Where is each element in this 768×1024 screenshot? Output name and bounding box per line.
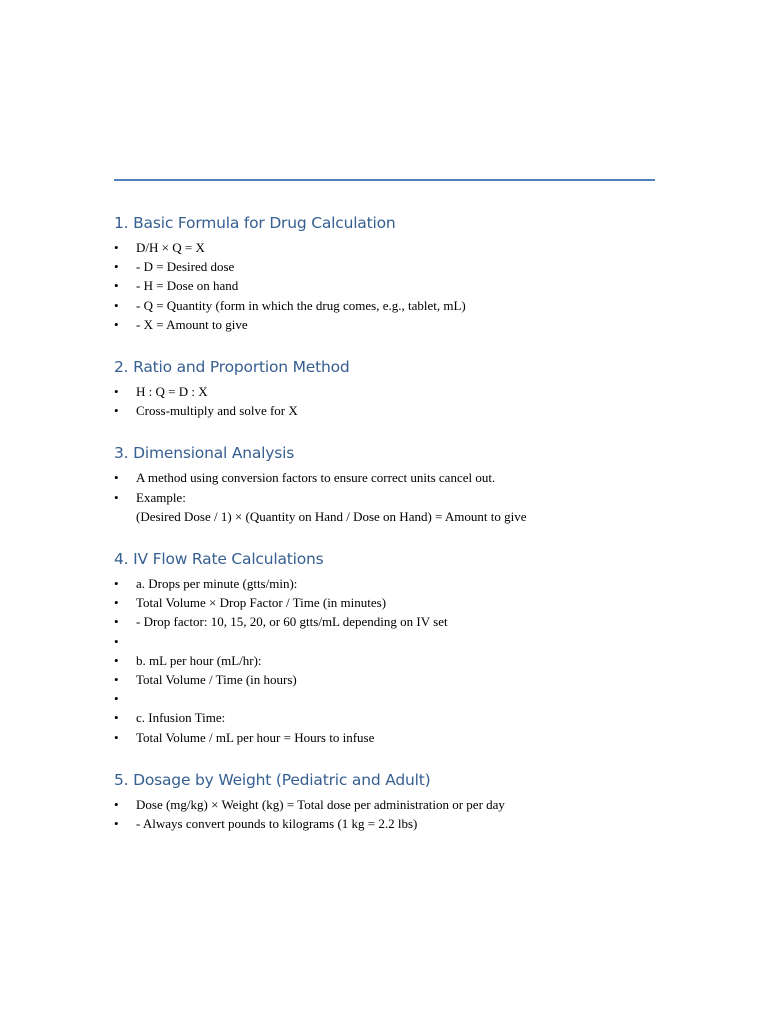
bullet-icon: •: [114, 672, 119, 688]
list-item-empty: [114, 632, 655, 651]
bullet-icon: •: [114, 384, 119, 400]
bullet-icon: •: [114, 470, 119, 486]
list-item: [114, 382, 655, 401]
bullet-icon: •: [114, 816, 119, 832]
bullet-list: [114, 382, 655, 420]
list-item-text: a. Drops per minute (gtts/min):: [136, 576, 298, 592]
header-rule: [114, 179, 655, 181]
bullet-icon: •: [114, 297, 119, 313]
list-item: [114, 612, 655, 631]
list-item-text: - D = Desired dose: [136, 259, 235, 275]
bullet-icon: •: [114, 710, 119, 726]
list-item-text: Total Volume / Time (in hours): [136, 672, 297, 688]
bullet-list: [114, 238, 655, 334]
list-item-text: - Always convert pounds to kilograms (1 kg = 2.2 lbs): [136, 816, 418, 832]
section-heading: 4. IV Flow Rate Calculations: [114, 550, 324, 569]
list-item-text: A method using conversion factors to ensure correct units cancel out.: [136, 470, 496, 486]
list-item: [114, 401, 655, 420]
list-item-text: Dose (mg/kg) × Weight (kg) = Total dose per administration or per day: [136, 796, 505, 812]
list-item: [114, 814, 655, 833]
bullet-list: [114, 574, 655, 747]
section-iv-flow-rate: [114, 548, 655, 747]
list-item: [114, 728, 655, 747]
list-item: [114, 468, 655, 487]
list-item-text-continuation: (Desired Dose / 1) × (Quantity on Hand / Dose on Hand) = Amount to give: [136, 508, 527, 524]
list-item-text: - Drop factor: 10, 15, 20, or 60 gtts/mL depending on IV set: [136, 614, 448, 630]
bullet-icon: •: [114, 595, 119, 611]
section-heading: 1. Basic Formula for Drug Calculation: [114, 214, 396, 232]
section-dimensional-analysis: [114, 442, 655, 526]
bullet-icon: •: [114, 576, 119, 592]
list-item-text: - X = Amount to give: [136, 316, 248, 332]
bullet-icon: •: [114, 633, 119, 649]
bullet-icon: •: [114, 316, 119, 332]
section-basic-formula: [114, 212, 655, 334]
list-item: [114, 574, 655, 593]
section-heading: 5. Dosage by Weight (Pediatric and Adult): [114, 770, 431, 789]
bullet-icon: •: [114, 489, 119, 505]
bullet-icon: •: [114, 403, 119, 419]
list-item-text: Total Volume / mL per hour = Hours to infuse: [136, 729, 375, 745]
list-item: [114, 670, 655, 689]
bullet-icon: •: [114, 652, 119, 668]
list-item: [114, 315, 655, 334]
list-item: [114, 238, 655, 257]
list-item: [114, 488, 655, 526]
list-item: [114, 276, 655, 295]
bullet-icon: •: [114, 729, 119, 745]
list-item: [114, 708, 655, 727]
list-item-text: - H = Dose on hand: [136, 278, 239, 294]
list-item: [114, 651, 655, 670]
section-dosage-by-weight: [114, 769, 655, 833]
list-item-text: Example:: [136, 489, 186, 505]
bullet-list: [114, 468, 655, 526]
section-heading: 2. Ratio and Proportion Method: [114, 358, 350, 377]
list-item-text: c. Infusion Time:: [136, 710, 226, 726]
list-item-text: Cross-multiply and solve for X: [136, 403, 298, 419]
document-body: [114, 212, 655, 855]
list-item-text: b. mL per hour (mL/hr):: [136, 652, 262, 668]
bullet-icon: •: [114, 796, 119, 812]
list-item-text: - Q = Quantity (form in which the drug comes, e.g., tablet, mL): [136, 297, 466, 313]
bullet-list: [114, 795, 655, 833]
bullet-icon: •: [114, 278, 119, 294]
list-item-empty: [114, 689, 655, 708]
list-item: [114, 593, 655, 612]
list-item: [114, 296, 655, 315]
bullet-icon: •: [114, 259, 119, 275]
list-item-text: D/H × Q = X: [136, 240, 205, 255]
list-item-text: H : Q = D : X: [136, 384, 208, 400]
bullet-icon: •: [114, 691, 119, 707]
section-heading: 3. Dimensional Analysis: [114, 444, 295, 463]
list-item: [114, 257, 655, 276]
list-item: [114, 795, 655, 814]
list-item-text: Total Volume × Drop Factor / Time (in minutes): [136, 595, 387, 611]
bullet-icon: •: [114, 614, 119, 630]
bullet-icon: •: [114, 240, 119, 255]
section-ratio-proportion: [114, 356, 655, 420]
